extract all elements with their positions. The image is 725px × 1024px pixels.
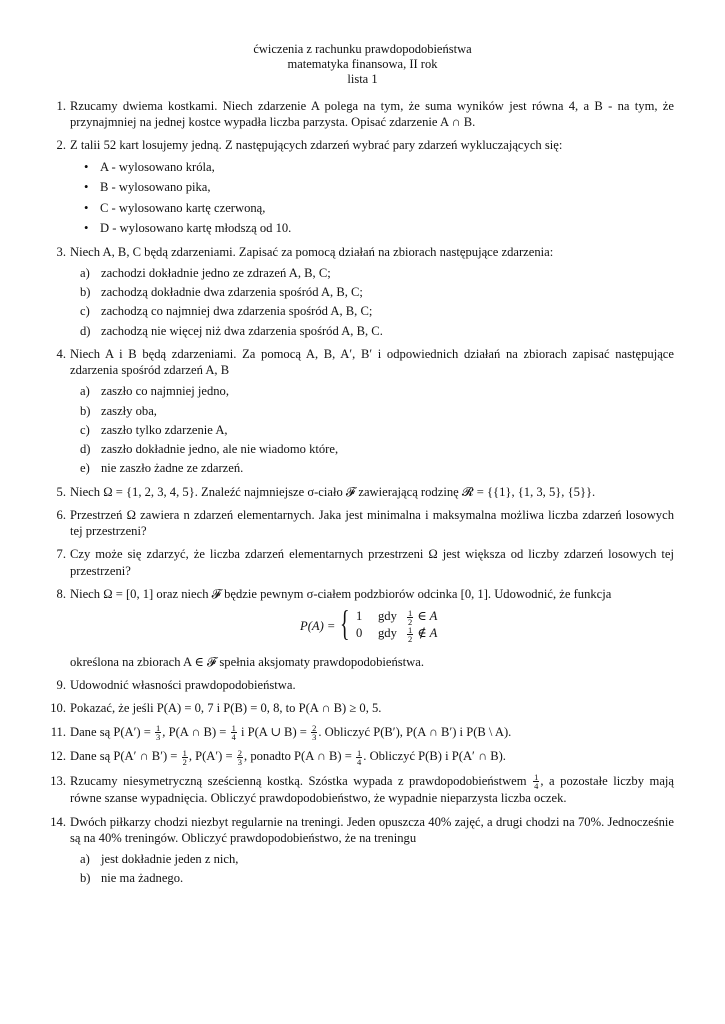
problem-number: 5. <box>56 484 66 499</box>
problem-text: Dwóch piłkarzy chodzi niezbyt regularnie na treningi. Jeden opuszcza 40% zajęć, a drugi chodzi na 70%. Jednocześnie są na 40% treningów. Obliczyć prawdopodobieństwo, że na treningu <box>70 814 674 845</box>
problem-number: 4. <box>56 346 66 361</box>
list-item: c) zachodzą co najmniej dwa zdarzenia spośród A, B, C; <box>80 304 373 319</box>
list-item: e) nie zaszło żadne ze zdarzeń. <box>80 461 244 476</box>
problem-text: Rzucamy niesymetryczną sześcienną kostką. Szóstka wypada z prawdopodobieństwem $\frac{1}{4}$ , a pozostałe liczby mają równe szanse wypadnięcia. Obliczyć prawdopodobieństwo, że wypadnie nieparzysta liczba oczek. <box>70 772 674 806</box>
brace-icon: { <box>340 602 350 643</box>
list-item: c) zaszło tylko zdarzenie A, <box>80 422 228 437</box>
problem-11 <box>46 724 674 742</box>
document-header <box>0 42 725 87</box>
problem-text: Pokazać, że jeśli P(A) = 0, 7 i P(B) = 0, 8, to P(A ∩ B) ≥ 0, 5. <box>70 701 382 716</box>
problem-4 <box>46 346 674 477</box>
problem-number: 12. <box>50 749 66 764</box>
fraction: $\frac{1}{4}$ <box>231 723 236 743</box>
problem-5 <box>46 484 674 500</box>
problem-7 <box>46 546 674 578</box>
problem-2 <box>46 137 674 236</box>
problem-number: 7. <box>56 547 66 562</box>
problem-number: 3. <box>56 244 66 259</box>
course-subtitle: matematyka finansowa, II rok <box>287 57 438 71</box>
formula-case-1: 1 gdy $\frac{1}{2}$ ∈ A <box>356 607 438 627</box>
fraction: $\frac{1}{3}$ <box>156 723 161 743</box>
problem-text-continued: określona na zbiorach A ∈ 𝓕 spełnia aksjomaty prawdopodobieństwa. <box>70 654 425 669</box>
problem-number: 14. <box>50 814 66 829</box>
list-item: b) zachodzą dokładnie dwa zdarzenia spośród A, B, C; <box>80 285 363 300</box>
problem-text: Dane są P(A′) = $\frac{1}{3}$ , P(A ∩ B) = $\frac{1}{4}$ i P(A ∪ B) = $\frac{2}{3}$ . Obliczyć P(B′), P(A ∩ B′) i P(B \ A). <box>70 723 512 743</box>
list-item: a) jest dokładnie jeden z nich, <box>80 851 239 866</box>
fraction: $\frac{1}{2}$ <box>408 607 413 627</box>
problem-number: 10. <box>50 701 66 716</box>
problem-text: Niech Ω = [0, 1] oraz niech 𝓕 będzie pewnym σ-ciałem podzbiorów odcinka [0, 1]. Udowodnić, że funkcja <box>70 586 612 601</box>
fraction: $\frac{1}{2}$ <box>182 747 187 767</box>
piecewise-formula <box>70 602 674 646</box>
problem-text: Czy może się zdarzyć, że liczba zdarzeń elementarnych przestrzeni Ω jest większa od liczby zdarzeń losowych tej przestrzeni? <box>70 547 674 578</box>
problem-13 <box>46 773 674 807</box>
problem-9 <box>46 677 674 693</box>
problem-text: Niech A, B, C będą zdarzeniami. Zapisać za pomocą działań na zbiorach następujące zdarzenia: <box>70 244 554 259</box>
fraction: $\frac{1}{4}$ <box>357 747 362 767</box>
problem-text: Przestrzeń Ω zawiera n zdarzeń elementarnych. Jaka jest minimalna i maksymalna możliwa liczba zdarzeń losowych tej przestrzeni? <box>70 507 674 539</box>
list-item: b) zaszły oba, <box>80 403 157 418</box>
problem-text: Niech Ω = {1, 2, 3, 4, 5}. Znaleźć najmniejsze σ-ciało 𝓕 zawierającą rodzinę 𝓡 = {{1}, {1, 3, 5}, {5}}. <box>70 484 596 499</box>
problem-text: Dane są P(A′ ∩ B′) = $\frac{1}{2}$ , P(A′) = $\frac{2}{3}$ , ponadto P(A ∩ B) = $\frac{1}{4}$ . Obliczyć P(B) i P(A′ ∩ B). <box>70 747 506 767</box>
problem-text: Niech A i B będą zdarzeniami. Za pomocą A, B, A′, B′ i odpowiednich działań na zbiorach zapisać następujące zdarzenia spośród zdarzeń A, B <box>70 346 674 378</box>
problem-6 <box>46 507 674 539</box>
bullet-list <box>70 159 674 237</box>
problem-10 <box>46 700 674 716</box>
bullet-icon: • <box>84 159 89 174</box>
list-item: b) nie ma żadnego. <box>80 871 184 886</box>
list-item: d) zachodzą nie więcej niż dwa zdarzenia spośród A, B, C. <box>80 323 383 338</box>
list-item: • D - wylosowano kartę młodszą od 10. <box>84 221 292 236</box>
bullet-icon: • <box>84 200 89 215</box>
fraction: $\frac{2}{3}$ <box>237 747 243 767</box>
problem-3 <box>46 244 674 339</box>
problem-number: 6. <box>56 507 66 522</box>
problem-12 <box>46 748 674 766</box>
enumerated-list <box>70 851 674 887</box>
problem-number: 11. <box>50 724 66 739</box>
problem-number: 13. <box>50 773 66 788</box>
list-item: • B - wylosowano pika, <box>84 180 211 195</box>
course-title: ćwiczenia z rachunku prawdopodobieństwa <box>253 42 472 56</box>
list-item: • C - wylosowano kartę czerwoną, <box>84 200 266 215</box>
list-item: a) zaszło co najmniej jedno, <box>80 384 229 399</box>
enumerated-list <box>70 383 674 476</box>
problem-number: 9. <box>56 678 66 693</box>
problem-text: Udowodnić własności prawdopodobieństwa. <box>70 678 296 693</box>
list-item: d) zaszło dokładnie jedno, ale nie wiadomo które, <box>80 442 339 457</box>
problem-1 <box>46 98 674 130</box>
list-title: lista 1 <box>347 72 378 86</box>
list-item: a) zachodzi dokładnie jedno ze zdrazeń A, B, C; <box>80 265 331 280</box>
problem-14 <box>46 814 674 887</box>
problem-text: Z talii 52 kart losujemy jedną. Z następujących zdarzeń wybrać pary zdarzeń wykluczających się: <box>70 138 563 153</box>
bullet-icon: • <box>84 221 89 236</box>
formula-case-2: 0 gdy $\frac{1}{2}$ ∉ A <box>356 624 438 644</box>
problem-number: 1. <box>56 99 66 113</box>
fraction: $\frac{1}{2}$ <box>408 624 413 644</box>
problem-number: 2. <box>56 138 66 153</box>
problem-list <box>46 98 674 893</box>
problem-text: Rzucamy dwiema kostkami. Niech zdarzenie A polega na tym, że suma wyników jest równa 4, a B - na tym, że przynajmniej na jednej kostce wypadła liczba parzysta. Opisać zdarzenie A ∩ B. <box>70 99 674 130</box>
problem-8 <box>46 586 674 670</box>
fraction: $\frac{1}{4}$ <box>534 772 539 792</box>
problem-number: 8. <box>56 586 66 601</box>
formula-lhs: P(A) = <box>300 618 336 633</box>
list-item: • A - wylosowano króla, <box>84 159 215 174</box>
fraction: $\frac{2}{3}$ <box>312 723 317 743</box>
bullet-icon: • <box>84 180 89 195</box>
enumerated-list <box>70 265 674 339</box>
